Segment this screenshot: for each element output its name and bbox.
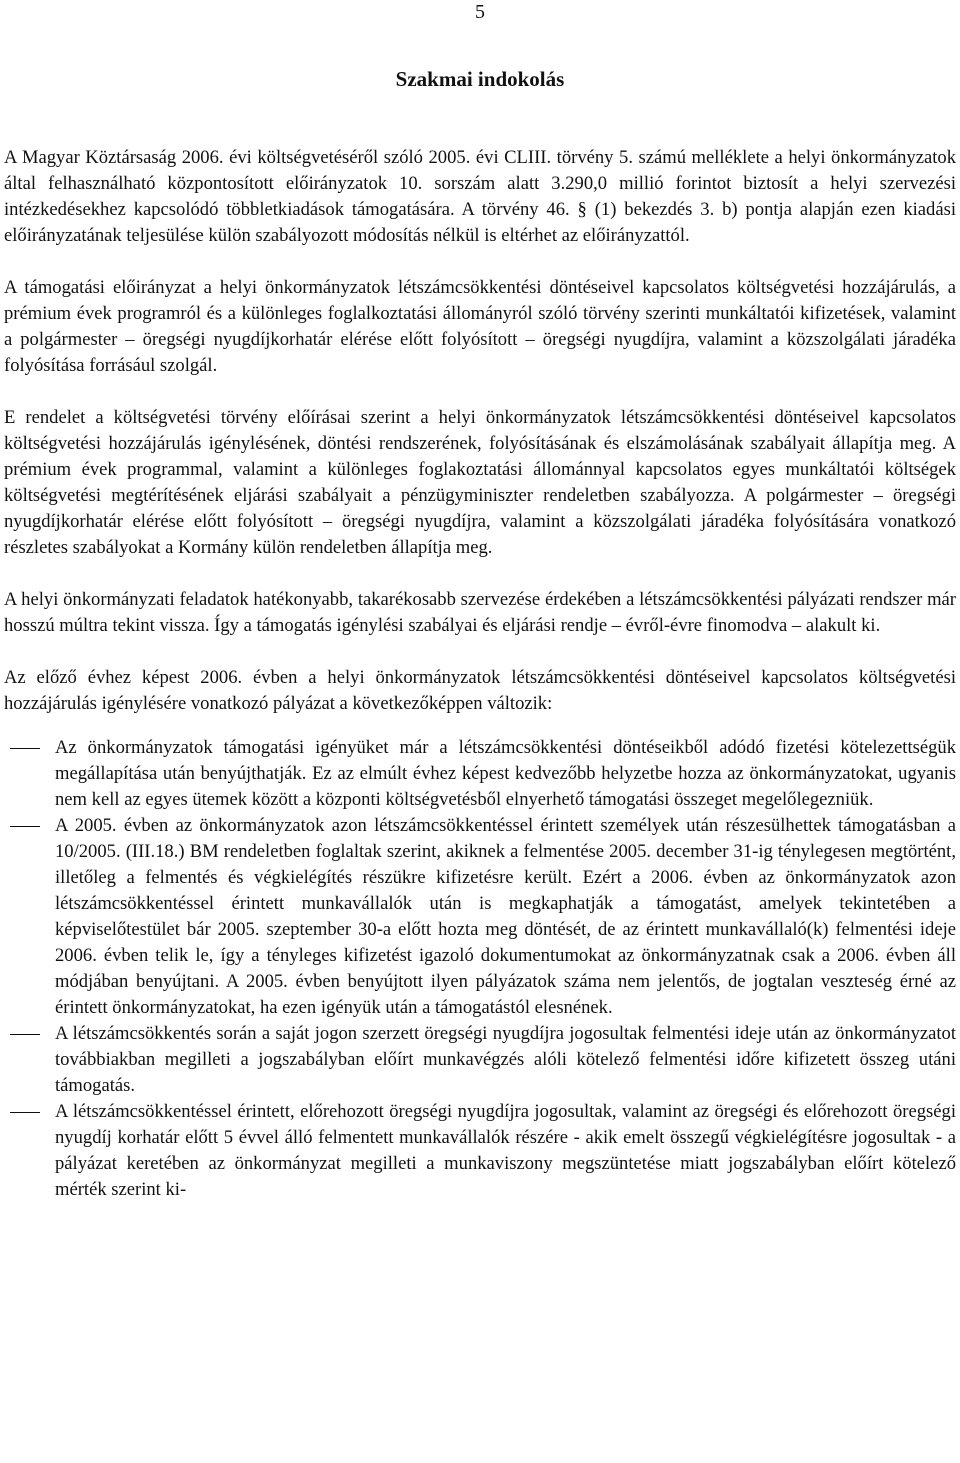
paragraph-intro: A Magyar Köztársaság 2006. évi költségvetéséről szóló 2005. évi CLIII. törvény 5. számú melléklete a helyi önkormányzatok által felhasználható központosított előirányzatok 10. sorszám alatt 3.290,0 millió forintot biztosít a helyi szervezési intézkedésekhez kapcsolódó többletkiadások támogatására. A törvény 46. § (1) bekezdés 3. b) pontja alapján ezen kiadási előirányzatának teljesülése külön szabályozott módosítás nélkül is eltérhet az előirányzattól. bbox=[4, 147, 956, 246]
changes-list bbox=[4, 735, 956, 1203]
paragraph-history: A helyi önkormányzati feladatok hatékonyabb, takarékosabb szervezése érdekében a létszámcsökkentési pályázati rendszer már hosszú múltra tekint vissza. Így a támogatás igénylési szabályai és eljárási rendje – évről-évre finomodva – alakult ki. bbox=[4, 589, 956, 636]
paragraph-support-purpose: A támogatási előirányzat a helyi önkormányzatok létszámcsökkentési döntéseivel kapcsolatos költségvetési hozzájárulás, a prémium évek programról és a különleges foglalkoztatási állományról szóló törvény szerinti munkáltatói kifizetések, valamint a polgármester – öregségi nyugdíjkorhatár elérése előtt folyósított – öregségi nyugdíjra, valamint a közszolgálati járadéka folyósítása forrásául szolgál. bbox=[4, 277, 956, 376]
page-title: Szakmai indokolás bbox=[395, 67, 565, 91]
list-item bbox=[4, 1099, 956, 1203]
paragraph-changes-intro: Az előző évhez képest 2006. évben a helyi önkormányzatok létszámcsökkentési döntéseivel kapcsolatos költségvetési hozzájárulás igénylésére vonatkozó pályázat a következőképpen változik: bbox=[4, 667, 956, 714]
document-body bbox=[4, 145, 956, 1203]
page-number: 5 bbox=[475, 1, 485, 23]
list-item-text: Az önkormányzatok támogatási igényüket már a létszámcsökkentési döntéseikből adódó fizetési kötelezettségük megállapítása után benyújthatják. Ez az elmúlt évhez képest kedvezőbb helyzetbe hozza az önkormányzatokat, ugyanis nem kell az egyes ütemek között a központi költségvetésből elnyerhető támogatási összeget megelőlegezniük. bbox=[55, 737, 956, 810]
list-item-text: A 2005. évben az önkormányzatok azon létszámcsökkentéssel érintett személyek után részesülhettek támogatásban a 10/2005. (III.18.) BM rendeletben foglaltak szerint, akiknek a felmentése 2005. december 31-ig ténylegesen megtörtént, illetőleg a felmentés és végkielégítés részükre kifizetésre került. Ezért a 2006. évben az önkormányzatok azon létszámcsökkentéssel érintett munkavállalók után is megkaphatják a támogatást, amelyek tekintetében a képviselőtestület bár 2005. szeptember 30-a előtt hozta meg döntését, de az érintett munkavállaló(k) felmentési ideje 2006. évben telik le, így a tényleges kifizetést igazoló dokumentumokat az önkormányzatnak csak a 2006. évben áll módjában benyújtani. A 2005. évben benyújtott ilyen pályázatok száma nem jelentős, de jogtalan veszteség érné az érintett önkormányzatokat, ha ezen igényük után a támogatástól elesnének. bbox=[55, 815, 956, 1018]
list-item bbox=[4, 813, 956, 1021]
paragraph-regulation-scope: E rendelet a költségvetési törvény előírásai szerint a helyi önkormányzatok létszámcsökkentési döntéseivel kapcsolatos költségvetési hozzájárulás igénylésének, döntési rendszerének, folyósításának és elszámolásának szabályait állapítja meg. A prémium évek programmal, valamint a különleges foglakoztatási állománnyal kapcsolatos egyes munkáltatói költségek költségvetési megtérítésének eljárási szabályait a pénzügyminiszter rendeletben szabályozza. A polgármester – öregségi nyugdíjkorhatár elérése előtt folyósított – öregségi nyugdíjra, valamint a közszolgálati járadéka folyósítására vonatkozó részletes szabályokat a Kormány külön rendeletben állapítja meg. bbox=[4, 407, 956, 558]
list-item-text: A létszámcsökkentés során a saját jogon szerzett öregségi nyugdíjra jogosultak felmentési ideje után az önkormányzatot továbbiakban megilleti a jogszabályban előírt munkavégzés alóli kötelező felmentési időre kifizetett összeg utáni támogatás. bbox=[55, 1023, 956, 1096]
list-item bbox=[4, 735, 956, 813]
list-item-text: A létszámcsökkentéssel érintett, előrehozott öregségi nyugdíjra jogosultak, valamint az öregségi és előrehozott öregségi nyugdíj korhatár előtt 5 évvel álló felmentett munkavállalók részére - akik emelt összegű végkielégítésre jogosultak - a pályázat keretében az önkormányzat megilleti a munkaviszony megszüntetése miatt jogszabályban előírt kötelező mérték szerint ki- bbox=[55, 1101, 956, 1200]
list-item bbox=[4, 1021, 956, 1099]
